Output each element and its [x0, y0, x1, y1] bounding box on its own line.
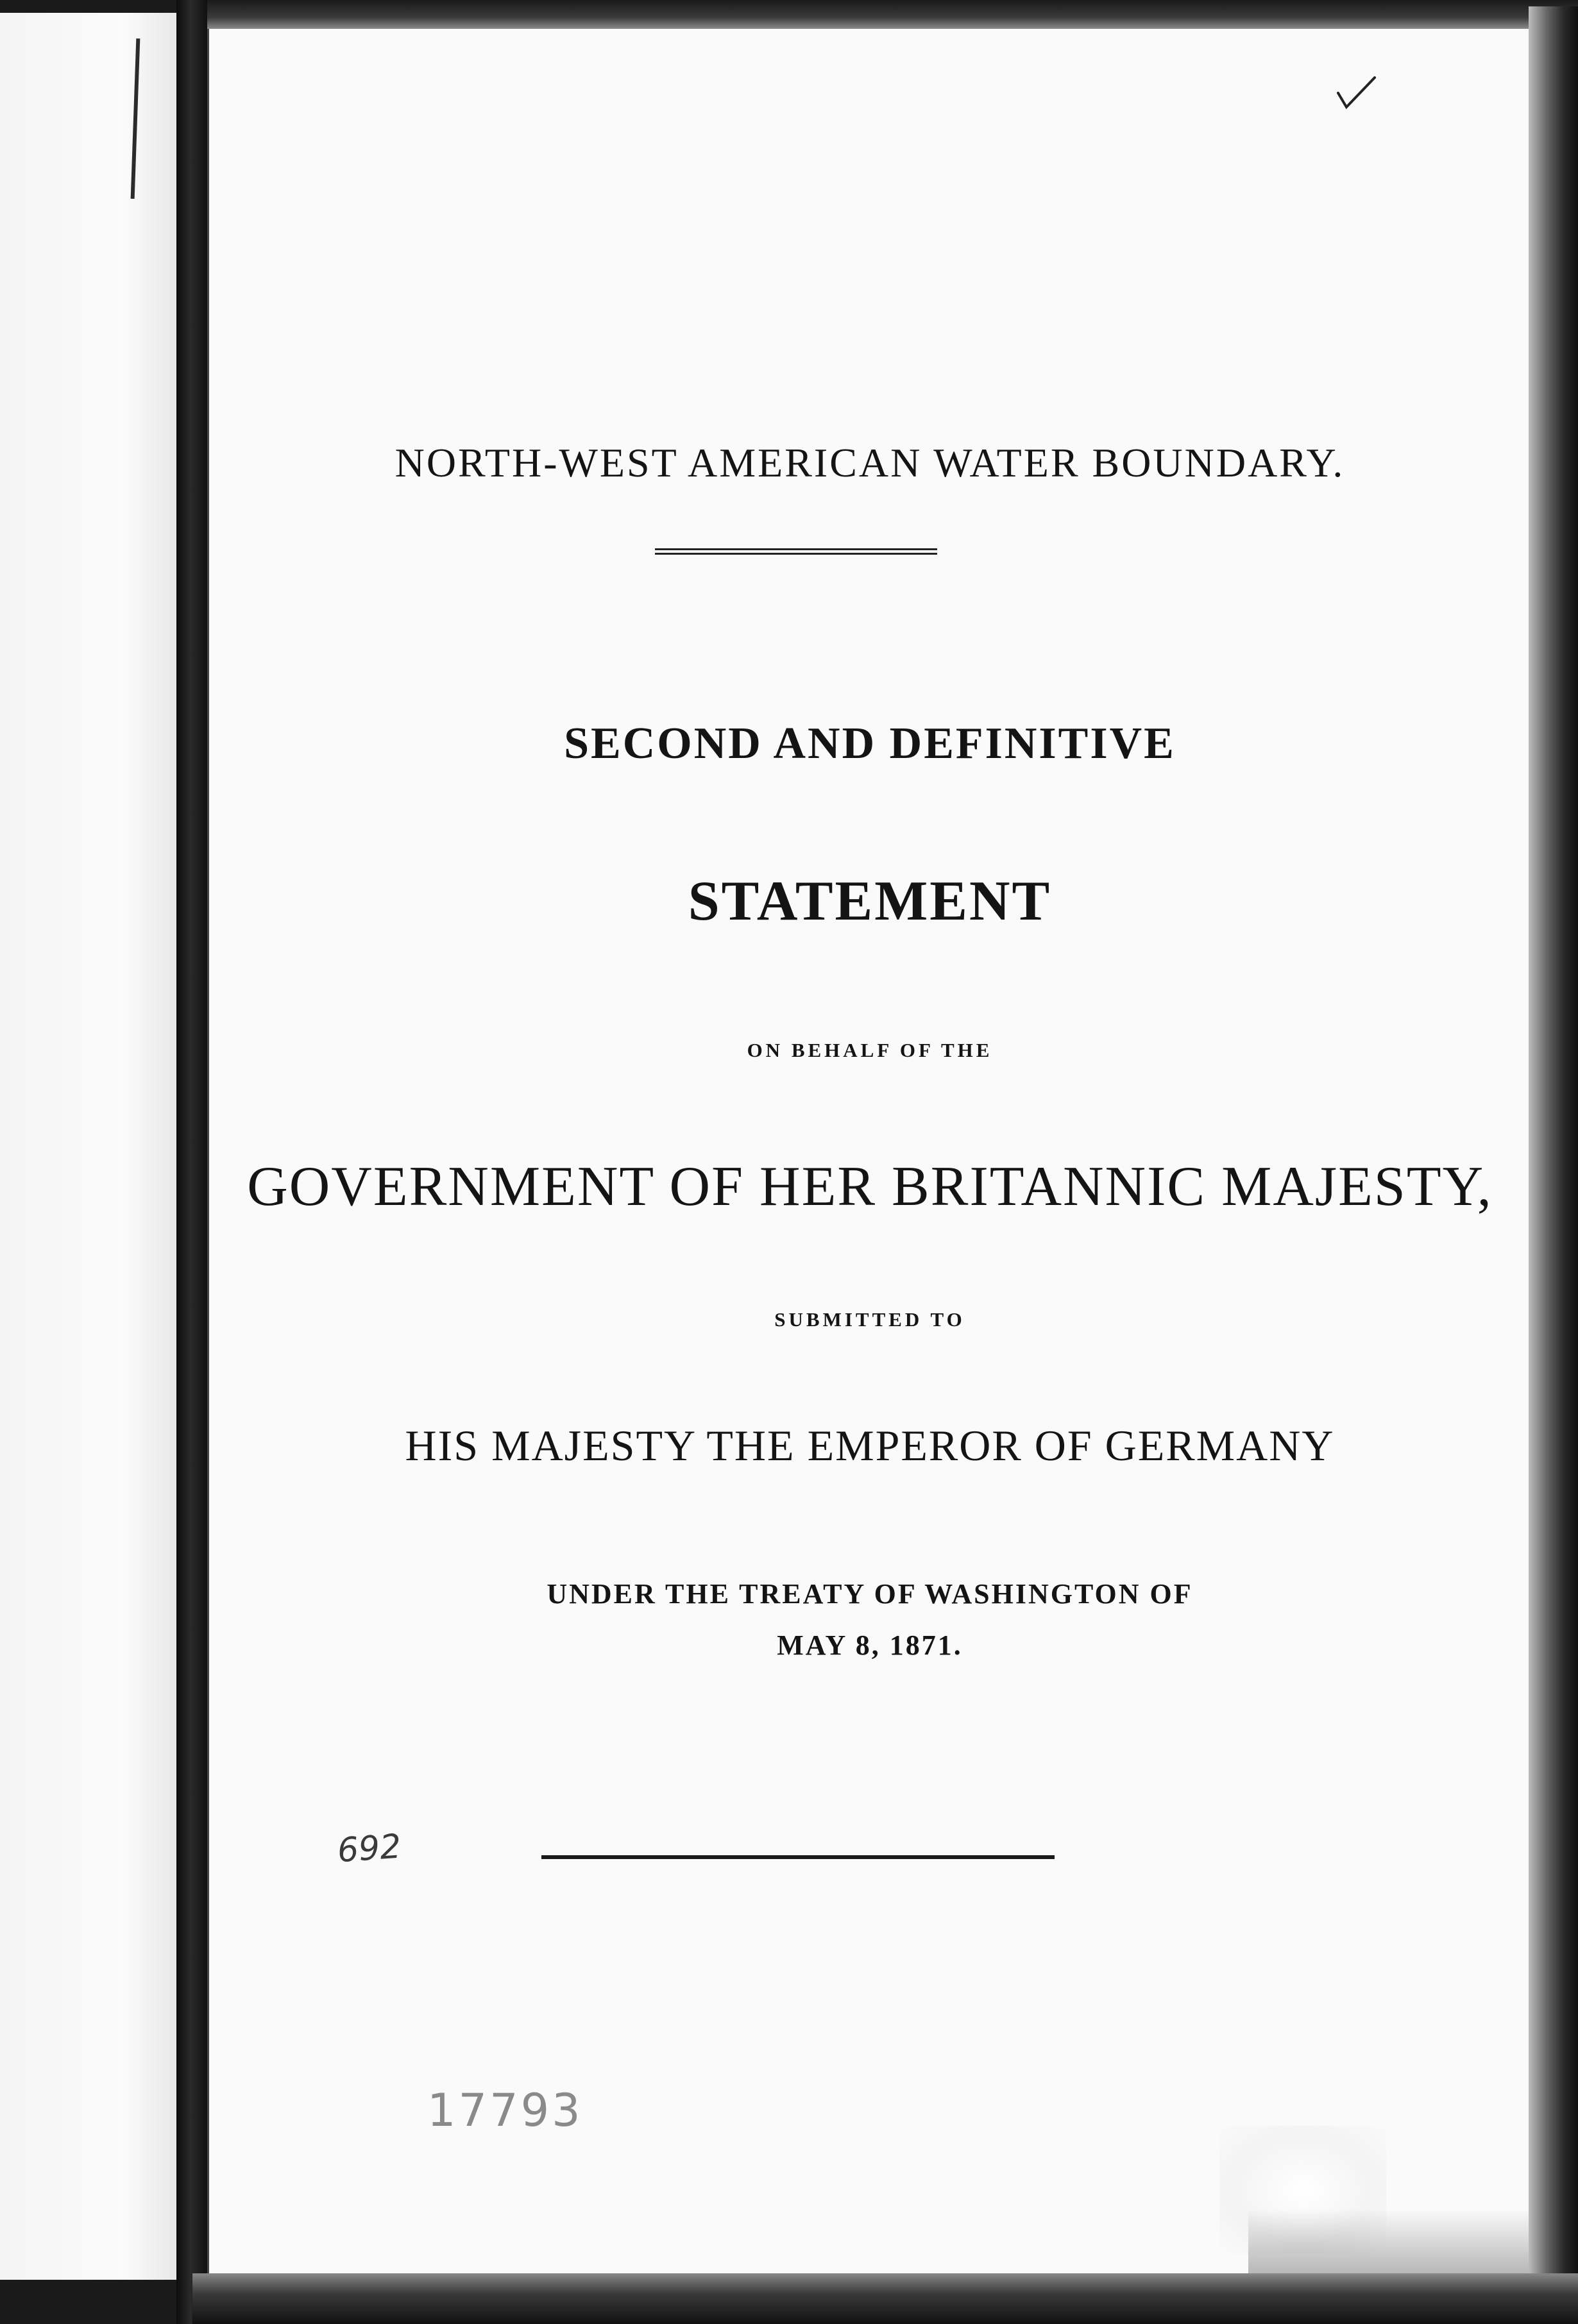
double-rule-divider: [655, 548, 937, 555]
handwritten-number: 692: [336, 1827, 403, 1871]
stamped-number: 17793: [427, 2084, 583, 2137]
page-fold-mark: [131, 38, 140, 199]
page-top-edge: [192, 0, 1578, 29]
adjacent-left-page: [0, 13, 176, 2280]
title-line-on-behalf: ON BEHALF OF THE: [747, 1039, 993, 1061]
title-line-treaty: UNDER THE TREATY OF WASHINGTON OF: [547, 1578, 1193, 1610]
title-line-emperor: HIS MAJESTY THE EMPEROR OF GERMANY: [405, 1421, 1335, 1470]
title-line-date: MAY 8, 1871.: [777, 1629, 963, 1661]
title-line-statement: STATEMENT: [688, 870, 1052, 932]
page-bottom-edge: [192, 2273, 1578, 2324]
page-right-edge: [1529, 6, 1578, 2324]
title-line-government: GOVERNMENT OF HER BRITANNIC MAJESTY,: [247, 1156, 1493, 1218]
document-heading: NORTH-WEST AMERICAN WATER BOUNDARY.: [394, 440, 1345, 485]
title-line-submitted-to: SUBMITTED TO: [774, 1308, 965, 1331]
check-mark-icon: [1335, 74, 1380, 112]
book-gutter: [176, 0, 207, 2324]
page-damage: [1248, 2209, 1531, 2273]
single-rule-divider: [541, 1855, 1055, 1859]
title-line-second-definitive: SECOND AND DEFINITIVE: [564, 719, 1176, 768]
title-page: [207, 29, 1529, 2273]
